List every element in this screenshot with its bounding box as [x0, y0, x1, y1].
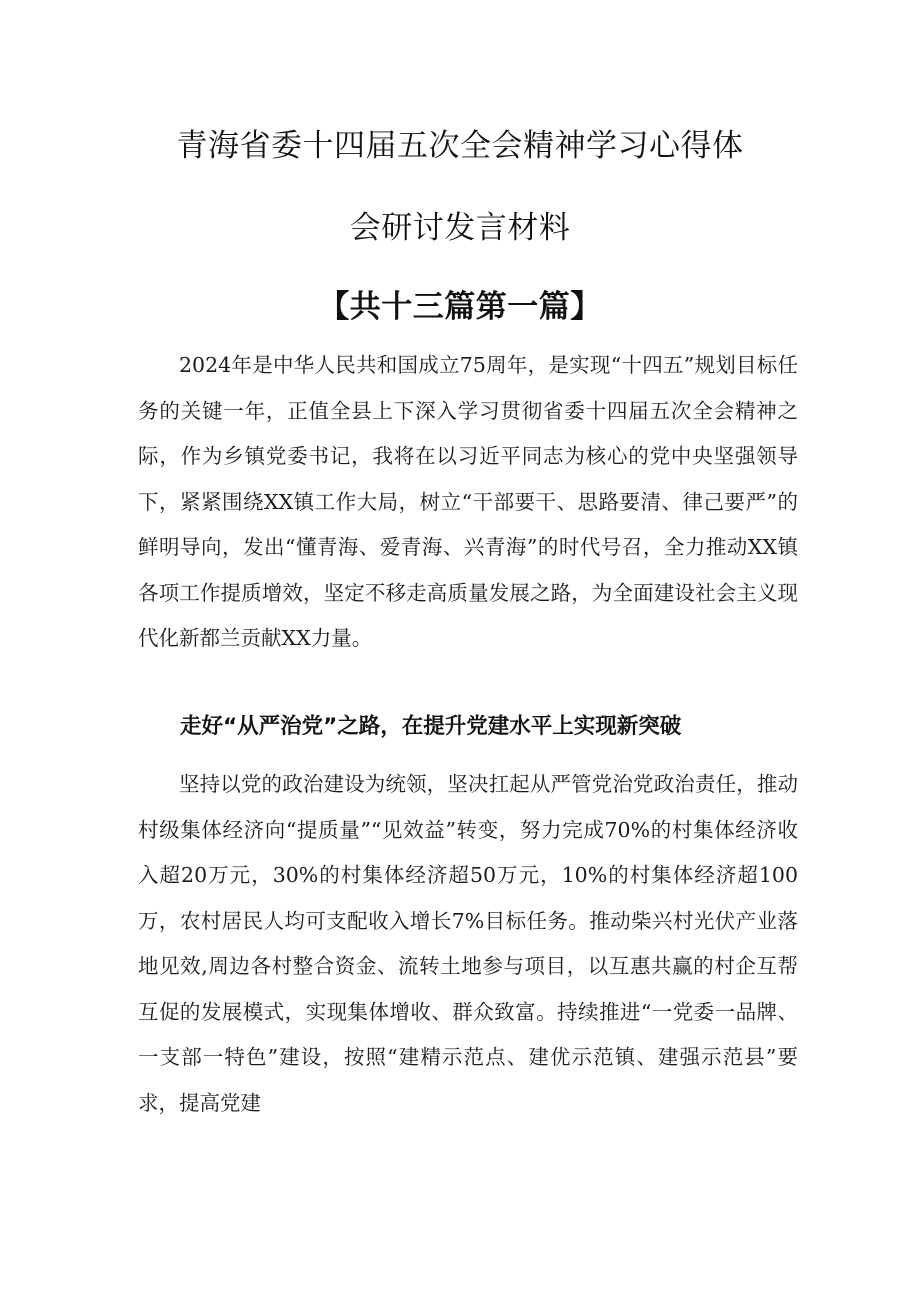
intro-paragraph: 2024年是中华人民共和国成立75周年，是实现“十四五”规划目标任务的关键一年，正值全县上下深入学习贯彻省委十四届五次全会精神之际，作为乡镇党委书记，我将在以习近平同志为核心的党中央坚强领导下，紧紧围绕XX镇工作大局，树立“干部要干、思路要清、律己要严”的鲜明导向，发出“懂青海、爱青海、兴青海”的时代号召，全力推动XX镇各项工作提质增效，坚定不移走高质量发展之路，为全面建设社会主义现代化新都兰贡献XX力量。 — [138, 353, 798, 650]
section-heading: 走好“从严治党”之路，在提升党建水平上实现新突破 — [180, 714, 682, 739]
section-paragraph: 坚持以党的政治建设为统领，坚决扛起从严管党治党政治责任，推动村级集体经济向“提质量”“见效益”转变，努力完成70%的村集体经济收入超20万元，30%的村集体经济超50万元，10%的村集体经济超100万，农村居民人均可支配收入增长7%目标任务。推动柴兴村光伏产业落地见效,周边各村整合资金、流转土地参与项目，以互惠共赢的村企互帮互促的发展模式，实现集体增收、群众致富。持续推进“一党委一品牌、一支部一特色”建设，按照“建精示范点、建优示范镇、建强示范县”要求，提高党建 — [138, 772, 798, 1115]
document-title-line-1: 青海省委十四届五次全会精神学习心得体 — [176, 128, 744, 164]
document-title-line-2: 会研讨发言材料 — [349, 210, 571, 246]
document-subtitle: 【共十三篇第一篇】 — [318, 289, 602, 325]
